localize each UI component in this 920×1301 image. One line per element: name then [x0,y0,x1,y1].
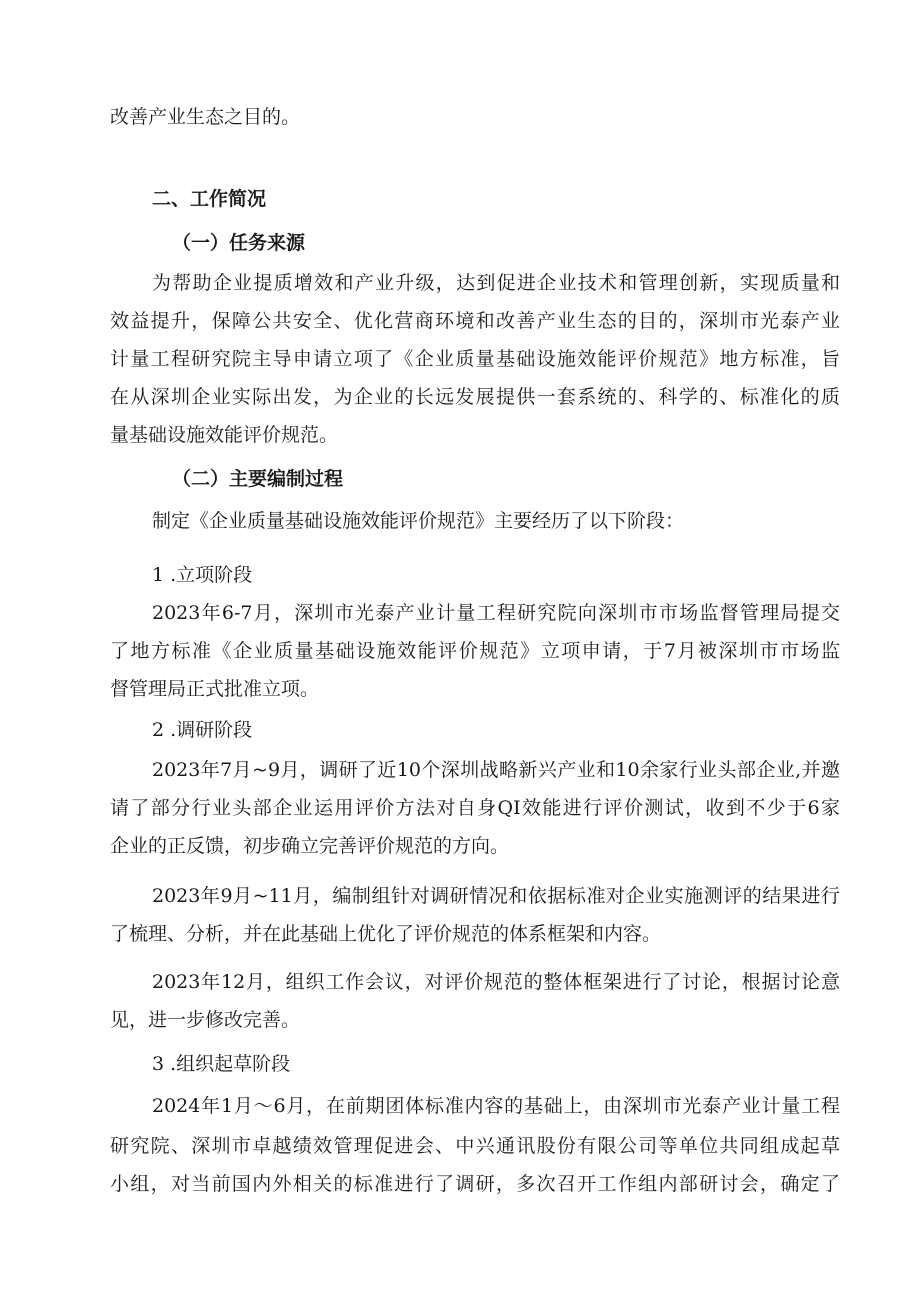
paragraph-line: 督管理局正式批准立项。 [110,678,320,700]
paragraph-line: 了梳理、分析，并在此基础上优化了评价规范的体系框架和内容。 [110,923,662,945]
paragraph-line: 2023年6-7月，深圳市光泰产业计量工程研究院向深圳市市场监督管理局提交 [152,602,840,624]
subsection-heading-task-source: （一）任务来源 [172,232,306,254]
paragraph-line: 在从深圳企业实际出发，为企业的长远发展提供一套系统的、科学的、标准化的质 [110,386,840,408]
paragraph-line: 见，进一步修改完善。 [110,1009,301,1031]
paragraph-line: 2023年9月~11月，编制组针对调研情况和依据标准对企业实施测评的结果进行 [152,885,840,907]
paragraph-line: 效益提升，保障公共安全、优化营商环境和改善产业生态的目的，深圳市光泰产业 [110,310,840,332]
paragraph-line: 研究院、深圳市卓越绩效管理促进会、中兴通讯股份有限公司等单位共同组成起草 [110,1135,840,1157]
paragraph-line: 计量工程研究院主导申请立项了《企业质量基础设施效能评价规范》地方标准，旨 [110,348,840,370]
paragraph-line: 请了部分行业头部企业运用评价方法对自身QI效能进行评价测试，收到不少于6家 [110,797,840,819]
paragraph-line: 制定《企业质量基础设施效能评价规范》主要经历了以下阶段： [152,510,685,532]
stage-heading-2: 2 .调研阶段 [152,719,253,741]
paragraph-line: 2023年7月~9月，调研了近10个深圳战略新兴产业和10余家行业头部企业,并邀 [152,759,840,781]
paragraph-tail: 改善产业生态之目的。 [110,106,301,128]
paragraph-line: 企业的正反馈，初步确立完善评价规范的方向。 [110,835,510,857]
stage-heading-1: 1 .立项阶段 [152,564,253,586]
subsection-heading-process: （二）主要编制过程 [172,468,344,490]
section-heading: 二、工作简况 [152,188,267,210]
paragraph-line: 为帮助企业提质增效和产业升级，达到促进企业技术和管理创新，实现质量和 [152,272,840,294]
paragraph-line: 小组，对当前国内外相关的标准进行了调研，多次召开工作组内部研讨会，确定了 [110,1173,840,1195]
stage-heading-3: 3 .组织起草阶段 [152,1053,291,1075]
paragraph-line: 2023年12月，组织工作会议，对评价规范的整体框架进行了讨论，根据讨论意 [152,971,840,993]
paragraph-line: 了地方标准《企业质量基础设施效能评价规范》立项申请，于7月被深圳市市场监 [110,640,840,662]
paragraph-line: 量基础设施效能评价规范。 [110,424,339,446]
paragraph-line: 2024年1月～6月，在前期团体标准内容的基础上，由深圳市光泰产业计量工程 [152,1095,840,1117]
